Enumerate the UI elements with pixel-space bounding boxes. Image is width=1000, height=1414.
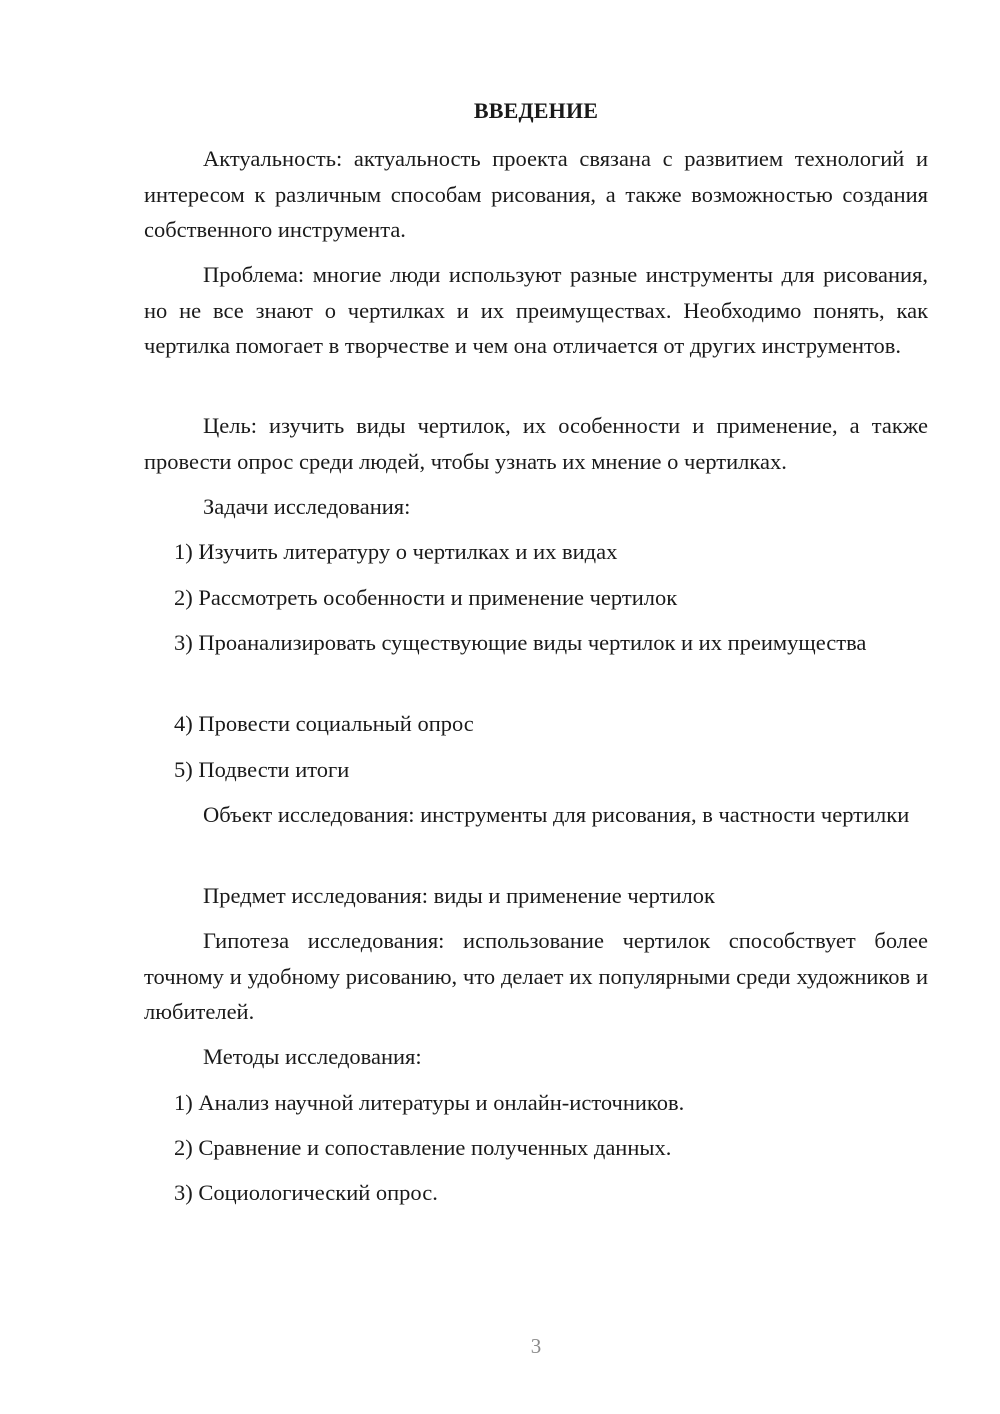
paragraph-goal: Цель: изучить виды чертилок, их особенности и применение, а также провести опрос среди людей, чтобы узнать их мнение о чертилках.	[144, 413, 928, 474]
task-item: 1) Изучить литературу о чертилках и их видах	[174, 539, 618, 564]
task-item: 5) Подвести итоги	[174, 757, 350, 782]
paragraph-problem: Проблема: многие люди используют разные инструменты для рисования, но не все знают о чертилках и их преимуществах. Необходимо понять, как чертилка помогает в творчестве и чем она отличается от других инструментов.	[144, 262, 928, 358]
method-item: 1) Анализ научной литературы и онлайн-источников.	[174, 1090, 685, 1115]
method-item: 3) Социологический опрос.	[174, 1180, 438, 1205]
task-item: 2) Рассмотреть особенности и применение чертилок	[174, 585, 678, 610]
method-item: 2) Сравнение и сопоставление полученных данных.	[174, 1135, 672, 1160]
task-item: 3) Проанализировать существующие виды чертилок и их преимущества	[174, 630, 867, 655]
paragraph-object: Объект исследования: инструменты для рисования, в частности чертилки	[203, 802, 910, 827]
paragraph-hypothesis: Гипотеза исследования: использование чертилок способствует более точному и удобному рисованию, что делает их популярными среди художников и любителей.	[144, 928, 928, 1024]
page-number: 3	[530, 1334, 542, 1358]
paragraph-tasks-heading: Задачи исследования:	[203, 494, 411, 519]
task-item: 4) Провести социальный опрос	[174, 711, 474, 736]
section-heading: ВВЕДЕНИЕ	[473, 98, 599, 123]
paragraph-methods-heading: Методы исследования:	[203, 1044, 422, 1069]
paragraph-subject: Предмет исследования: виды и применение чертилок	[203, 883, 715, 908]
paragraph-relevance: Актуальность: актуальность проекта связана с развитием технологий и интересом к различным способам рисования, а также возможностью создания собственного инструмента.	[144, 146, 928, 242]
